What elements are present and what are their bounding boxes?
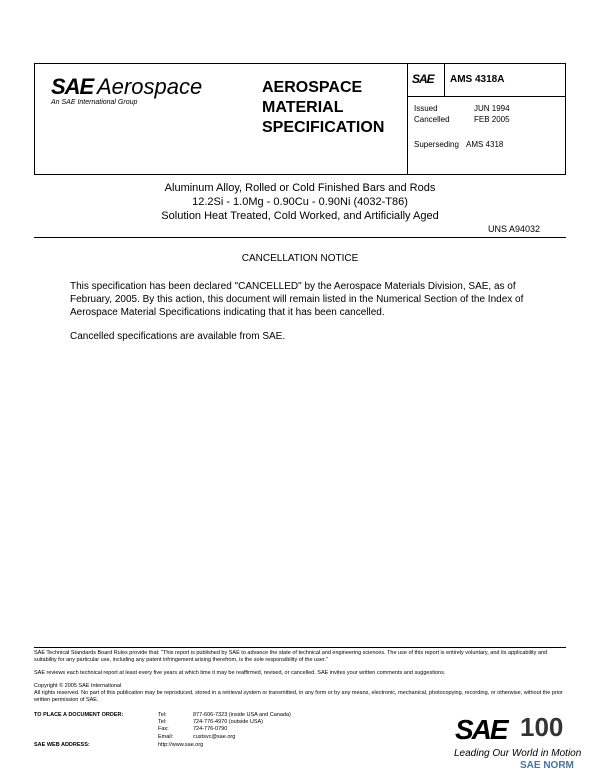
document-title [34, 181, 566, 223]
title-line: SPECIFICATION [262, 119, 385, 136]
superseding-value: AMS 4318 [466, 140, 504, 149]
title-line: MATERIAL [262, 99, 344, 116]
brand-sae-text: SAE [455, 714, 507, 745]
logo-sae-text: SAE [51, 74, 94, 99]
document-title-line: Aluminum Alloy, Rolled or Cold Finished Bars and Rods [164, 182, 436, 194]
copyright: Copyright © 2005 SAE International [34, 683, 122, 689]
contact-label: Fax: [158, 726, 169, 732]
sae-aerospace-logo [35, 64, 255, 174]
brand-tagline: Leading Our World in Motion [454, 748, 582, 759]
review-statement: SAE reviews each technical report at least every five years at which time it may be reaffirmed, revised, or cancelled. SAE invites your written comments and suggestions. [34, 670, 446, 676]
document-title-line: Solution Heat Treated, Cold Worked, and Artificially Aged [161, 210, 439, 222]
notice-paragraph: This specification has been declared "CANCELLED" by the Aerospace Materials Division, SAE, as of February, 2005. By this action, this document will remain listed in the Numerical Section of the Index of Aerospace Material Specifications indicating that it has been cancelled. [70, 281, 524, 318]
standards-board-rules: SAE Technical Standards Board Rules provide that: "This report is published by SAE to advance the state of technical and engineering sciences. The use of this report is entirely voluntary, and its applicability and suitability for any particular use, including any patent infringement arising therefrom, is the sole responsibility of the user." [34, 650, 548, 663]
contact-label: Tel: [158, 712, 167, 718]
watermark: SAE NORM [520, 760, 574, 771]
contact-label: Email: [158, 734, 174, 740]
document-info-panel [407, 64, 566, 174]
logo-aerospace-text: Aerospace [97, 74, 203, 99]
document-header [34, 63, 566, 175]
divider [444, 64, 445, 96]
document-number-row [408, 64, 566, 97]
brand-100-text: 100 [520, 712, 564, 742]
issued-label: Issued [414, 104, 438, 113]
title-line: AEROSPACE [262, 79, 363, 96]
cancelled-value: FEB 2005 [474, 115, 510, 124]
notice-paragraph: Cancelled specifications are available from SAE. [70, 331, 286, 342]
notice-heading: CANCELLATION NOTICE [241, 253, 359, 264]
web-address-link[interactable]: http://www.sae.org [158, 742, 204, 748]
superseding-label: Superseding [414, 140, 459, 149]
sae-small-logo: SAE [412, 72, 434, 86]
divider [34, 237, 566, 238]
contact-value: 724-776-4970 (outside USA) [193, 719, 264, 725]
email-link[interactable]: custsvc@sae.org [193, 734, 236, 740]
order-label: TO PLACE A DOCUMENT ORDER: [34, 712, 124, 718]
document-title-line: 12.2Si - 1.0Mg - 0.90Cu - 0.90Ni (4032-T86) [192, 196, 408, 208]
rights-statement: All rights reserved. No part of this publication may be reproduced, stored in a retrieval system or transmitted, in any form or by any means, electronic, mechanical, photocopying, recording, or otherwise, without the prior written permission of SAE. [34, 690, 563, 703]
issued-value: JUN 1994 [474, 104, 510, 113]
logo-tagline: An SAE International Group [51, 99, 138, 106]
divider [34, 647, 566, 648]
contact-value: 724-776-0790 [193, 726, 228, 732]
contact-value: 877-606-7323 (inside USA and Canada) [193, 712, 291, 718]
document-number: AMS 4318A [450, 74, 505, 85]
uns-number: UNS A94032 [488, 224, 541, 234]
cancelled-label: Cancelled [414, 115, 450, 124]
contact-label: Tel: [158, 719, 167, 725]
specification-title [262, 78, 412, 138]
web-address-label: SAE WEB ADDRESS: [34, 742, 90, 748]
